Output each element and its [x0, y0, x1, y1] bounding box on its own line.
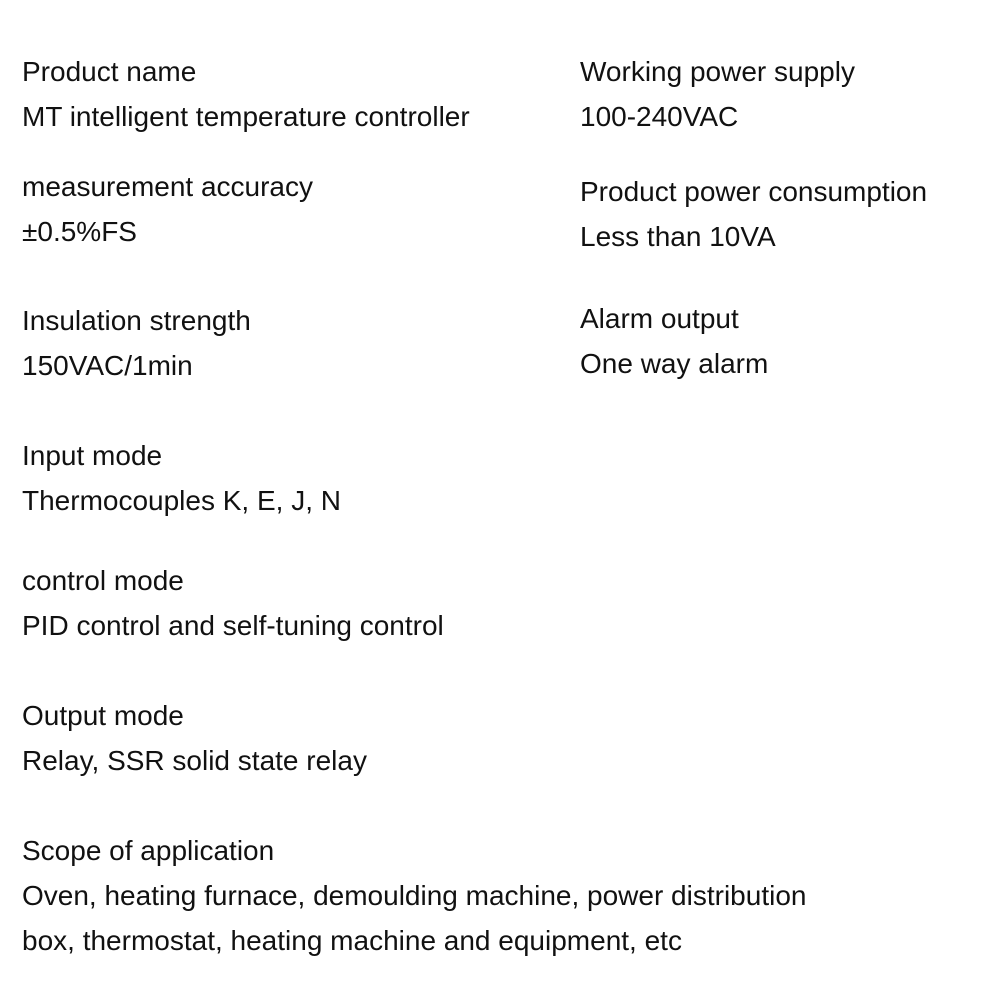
spec-value: Relay, SSR solid state relay: [22, 745, 367, 776]
spec-label: measurement accuracy: [22, 171, 314, 202]
spec-label: control mode: [22, 565, 184, 596]
spec-input-mode: [22, 433, 341, 523]
spec-measurement-accuracy: [22, 164, 313, 254]
spec-label: Product name: [22, 56, 197, 87]
spec-value: 150VAC/1min: [22, 350, 193, 381]
spec-insulation-strength: [22, 298, 251, 388]
spec-label: Working power supply: [580, 56, 855, 87]
spec-label: Scope of application: [22, 835, 275, 866]
spec-power-consumption: [580, 169, 927, 259]
spec-working-power-supply: [580, 49, 855, 139]
spec-value: ±0.5%FS: [22, 216, 137, 247]
spec-value: One way alarm: [580, 348, 769, 379]
spec-scope-of-application: [22, 828, 806, 963]
spec-label: Insulation strength: [22, 305, 251, 336]
spec-alarm-output: [580, 296, 768, 386]
spec-control-mode: [22, 558, 444, 648]
spec-value: Less than 10VA: [580, 221, 776, 252]
spec-value: PID control and self-tuning control: [22, 610, 444, 641]
spec-value: MT intelligent temperature controller: [22, 101, 470, 132]
spec-output-mode: [22, 693, 367, 783]
spec-label: Output mode: [22, 700, 184, 731]
spec-value-line: Oven, heating furnace, demoulding machine, power distribution: [22, 880, 807, 911]
spec-product-name: [22, 49, 470, 139]
spec-value: 100-240VAC: [580, 101, 739, 132]
spec-label: Alarm output: [580, 303, 739, 334]
spec-value: Thermocouples K, E, J, N: [22, 485, 342, 516]
spec-label: Input mode: [22, 440, 163, 471]
spec-label: Product power consumption: [580, 176, 928, 207]
spec-value-line: box, thermostat, heating machine and equipment, etc: [22, 925, 682, 956]
